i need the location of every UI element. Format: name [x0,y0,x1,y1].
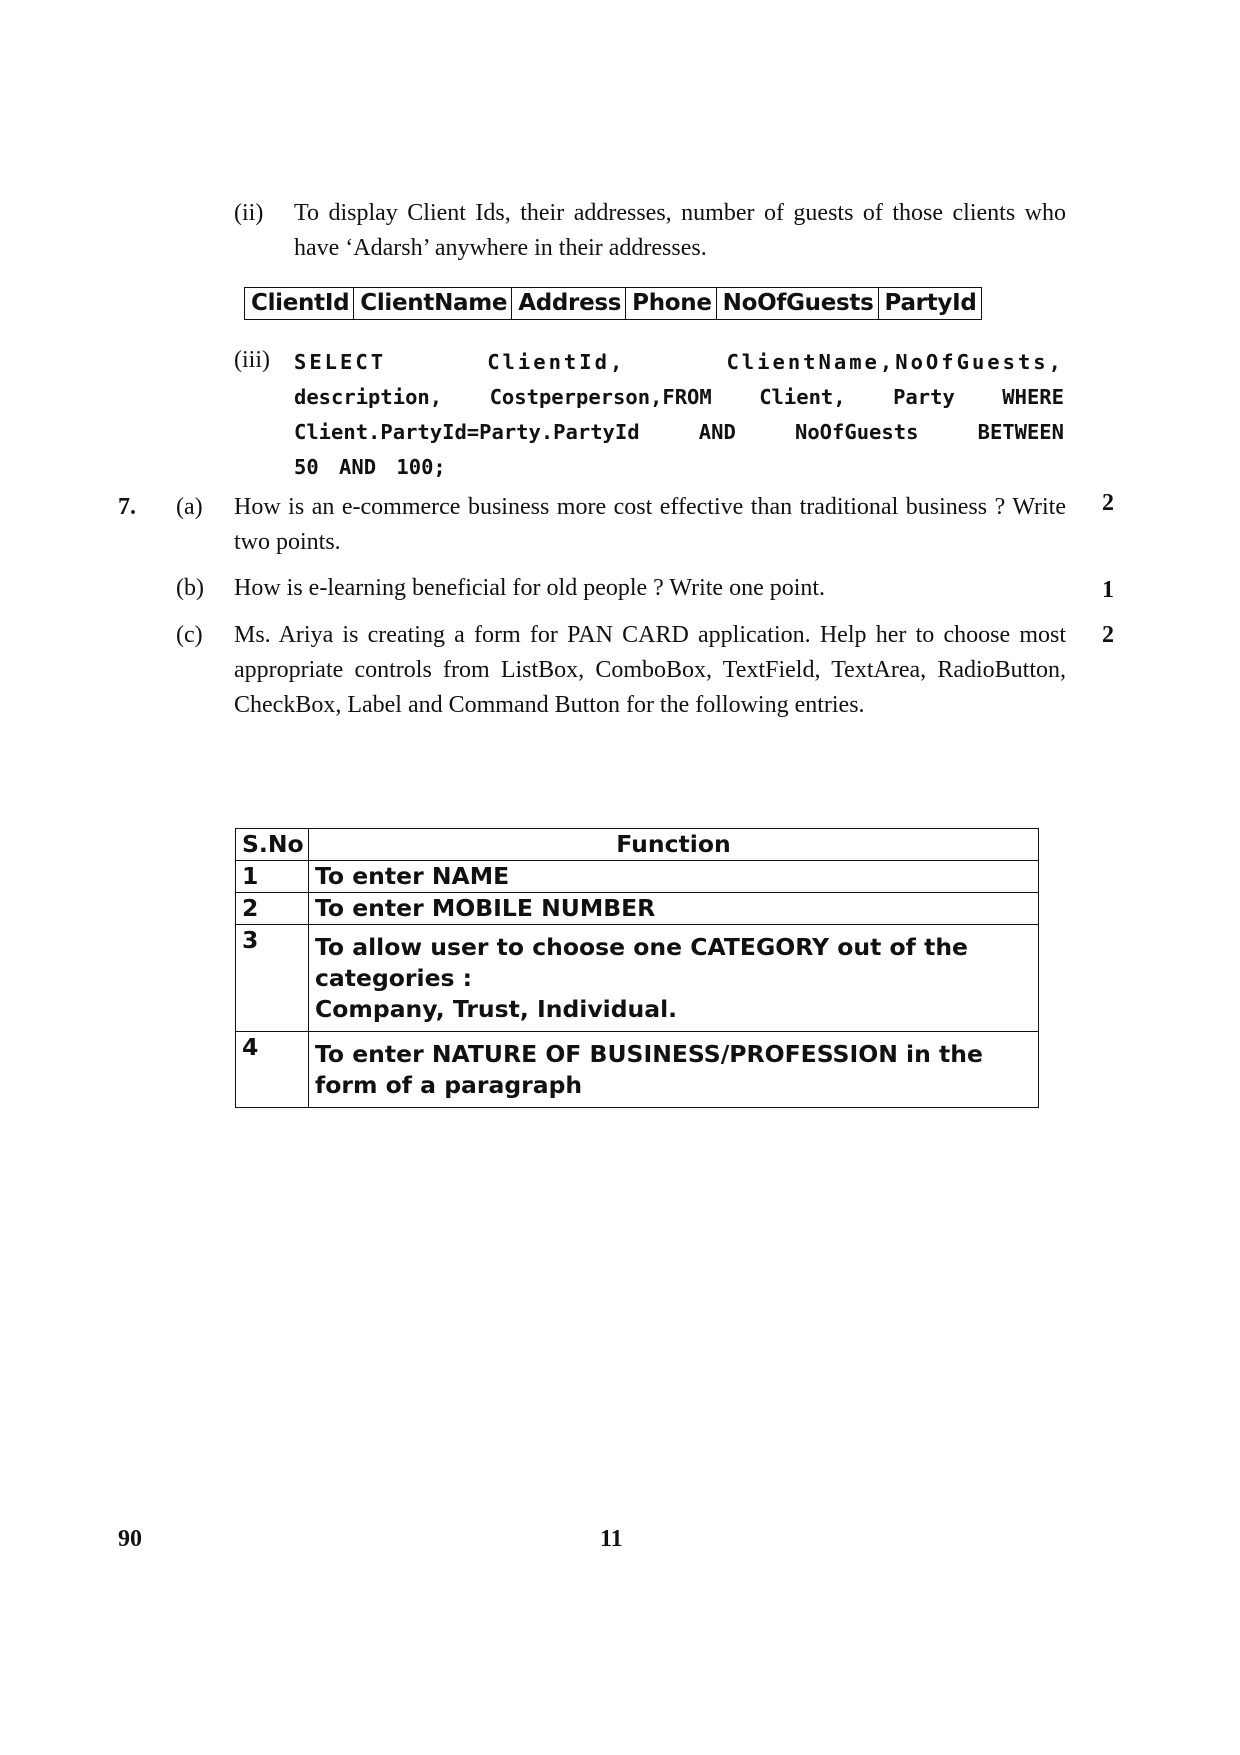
row-sno: 4 [236,1032,309,1108]
function-line: To allow user to choose one CATEGORY out of the [315,933,968,961]
part-b-text: How is e-learning beneficial for old people ? Write one point. [234,575,826,601]
column-header-function: Function [309,829,1039,861]
sql-line: 50 AND 100; [294,455,446,479]
table-row [236,893,1039,925]
sub-question-iii-label: (iii) [234,347,270,373]
part-c-label: (c) [176,622,203,648]
sql-line: description, Costperperson,FROM Client, Party WHERE [294,385,1064,409]
row-function [309,925,1039,1032]
function-line: form of a paragraph [315,1071,583,1099]
sql-line: Client.PartyId=Party.PartyId AND NoOfGuests BETWEEN [294,420,1064,444]
sql-query [294,345,1064,485]
sql-token: ClientName,NoOfGuests, [726,350,1064,374]
function-table [235,828,1039,1108]
row-sno: 2 [236,893,309,925]
row-sno: 1 [236,861,309,893]
function-line: categories : [315,964,473,992]
function-line: To enter NAME [315,862,510,890]
column-header: ClientName [354,288,512,320]
part-c-marks: 2 [1102,622,1114,648]
part-b-label: (b) [176,575,204,601]
table-header-row [245,288,982,320]
table-row [236,1032,1039,1108]
column-header: ClientId [245,288,354,320]
table-row [236,925,1039,1032]
function-line: To enter NATURE OF BUSINESS/PROFESSION in the [315,1040,983,1068]
sql-token: SELECT [294,350,387,374]
table-row [236,861,1039,893]
row-function [309,1032,1039,1108]
client-columns-table [244,287,982,320]
sub-question-ii-label: (ii) [234,200,264,226]
part-a-text: How is an e-commerce business more cost effective than traditional business ? Write two points. [234,494,1066,555]
row-function [309,861,1039,893]
function-line: Company, Trust, Individual. [315,995,678,1023]
part-c-text: Ms. Ariya is creating a form for PAN CARD application. Help her to choose most appropriate controls from ListBox, ComboBox, TextField, TextArea, RadioButton, CheckBox, Label and Command Button for the following entries. [234,622,1066,718]
page-number: 11 [600,1526,623,1552]
sql-token: ClientId, [487,350,626,374]
column-header: PartyId [878,288,981,320]
column-header: Phone [626,288,717,320]
row-function [309,893,1039,925]
question-number: 7. [118,494,136,520]
part-b-marks: 1 [1102,577,1114,603]
part-a-marks: 2 [1102,490,1114,516]
column-header-sno: S.No [236,829,309,861]
row-sno: 3 [236,925,309,1032]
sub-question-ii-text: To display Client Ids, their addresses, number of guests of those clients who have ‘Adarsh’ anywhere in their addresses. [294,200,1066,261]
function-line: To enter MOBILE NUMBER [315,894,656,922]
table-header-row [236,829,1039,861]
column-header: Address [512,288,626,320]
paper-code: 90 [118,1526,142,1552]
column-header: NoOfGuests [716,288,878,320]
part-a-label: (a) [176,494,203,520]
sql-line [294,345,1064,380]
